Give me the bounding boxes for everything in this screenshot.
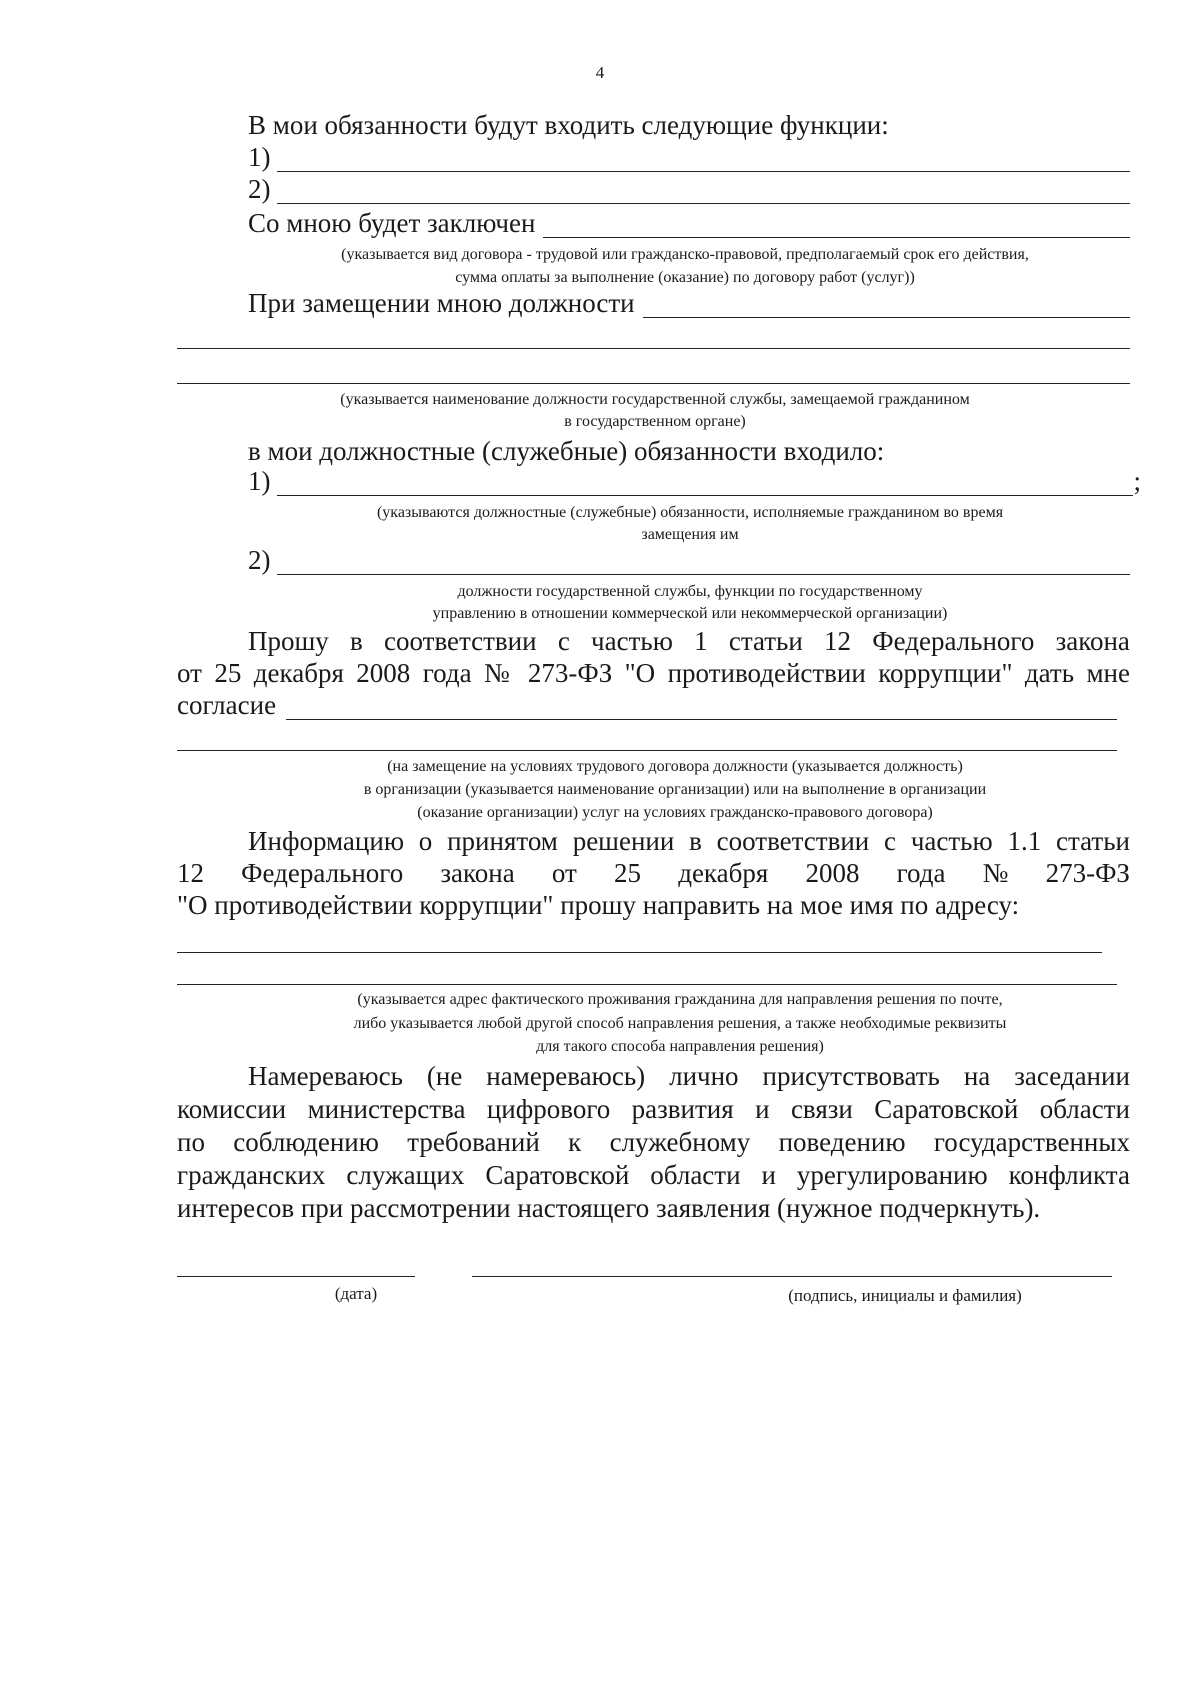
date-label: (дата) bbox=[334, 1284, 378, 1303]
info-line-2 bbox=[177, 858, 1130, 888]
consent-label: согласие bbox=[177, 690, 277, 720]
signature-label: (подпись, инициалы и фамилия) bbox=[788, 1286, 1022, 1305]
intent-word: соблюдению bbox=[233, 1127, 379, 1157]
address-line-1[interactable] bbox=[177, 952, 1102, 953]
duties-item-1 bbox=[248, 466, 1141, 496]
info-hint-2: либо указывается любой другой способ направления решения, а также необходимые реквизиты bbox=[353, 1015, 1007, 1032]
position-field[interactable] bbox=[643, 295, 1130, 318]
info-word: 273-ФЗ bbox=[1045, 858, 1130, 888]
functions-item-2 bbox=[248, 174, 1130, 204]
intent-word: связи bbox=[790, 1094, 853, 1124]
position-hint-1: (указывается наименование должности государственной службы, замещаемой гражданином bbox=[340, 391, 970, 408]
intent-word: лично bbox=[669, 1061, 739, 1091]
request-word: Прошу bbox=[248, 626, 329, 656]
intent-word: министерства bbox=[307, 1094, 466, 1124]
request-hint-1: (на замещение на условиях трудового договора должности (указывается должность) bbox=[387, 758, 963, 775]
info-word: декабря bbox=[678, 858, 769, 888]
request-line-2: от 25 декабря 2008 года № 273-ФЗ "О противодействии коррупции" дать мне bbox=[177, 658, 1130, 688]
info-word: 2008 bbox=[805, 858, 860, 888]
duties-item-1-field[interactable] bbox=[277, 473, 1134, 496]
request-hint-3: (оказание организации) услуг на условиях гражданско-правового договора) bbox=[417, 804, 933, 821]
info-word: от bbox=[551, 858, 577, 888]
page-number: 4 bbox=[595, 63, 605, 82]
intent-word: на bbox=[963, 1061, 991, 1091]
intent-word: области bbox=[1039, 1094, 1130, 1124]
info-word: № bbox=[982, 858, 1009, 888]
position-line-2[interactable] bbox=[177, 348, 1130, 349]
consent-field[interactable] bbox=[286, 697, 1117, 720]
duties-hint-4: управлению в отношении коммерческой или некоммерческой организации) bbox=[432, 605, 948, 622]
intent-word: служащих bbox=[346, 1160, 465, 1190]
duties-hint-2: замещения им bbox=[641, 526, 739, 543]
address-line-2[interactable] bbox=[177, 984, 1117, 985]
request-line-1 bbox=[248, 626, 1130, 656]
contract-label: Со мною будет заключен bbox=[248, 208, 536, 238]
intent-word: области bbox=[650, 1160, 741, 1190]
intent-word: и bbox=[761, 1160, 776, 1190]
position-label: При замещении мною должности bbox=[248, 288, 635, 318]
intent-word: по bbox=[177, 1127, 205, 1157]
position-row bbox=[248, 288, 1130, 318]
intent-word: и bbox=[755, 1094, 770, 1124]
request-word: Федерального bbox=[872, 626, 1035, 656]
functions-item-1-label: 1) bbox=[248, 142, 271, 172]
intent-word: (не bbox=[426, 1061, 463, 1091]
intent-word: служебному bbox=[609, 1127, 751, 1157]
intent-word: заседании bbox=[1014, 1061, 1130, 1091]
date-line[interactable] bbox=[177, 1276, 415, 1277]
info-word: Федерального bbox=[241, 858, 404, 888]
request-word: частью bbox=[591, 626, 673, 656]
intent-word: Намереваюсь bbox=[248, 1061, 403, 1091]
intent-word: конфликта bbox=[1008, 1160, 1130, 1190]
intent-word: развития bbox=[631, 1094, 734, 1124]
consent-line-2[interactable] bbox=[177, 750, 1117, 751]
intent-word: гражданских bbox=[177, 1160, 326, 1190]
functions-item-2-label: 2) bbox=[248, 174, 271, 204]
intent-line-1 bbox=[248, 1061, 1130, 1091]
request-word: соответствии bbox=[384, 626, 537, 656]
intent-word: Саратовской bbox=[485, 1160, 630, 1190]
position-hint-2: в государственном органе) bbox=[564, 413, 746, 430]
position-line-3[interactable] bbox=[177, 383, 1130, 384]
request-word: статьи bbox=[728, 626, 803, 656]
functions-intro: В мои обязанности будут входить следующие функции: bbox=[248, 110, 889, 140]
info-line-3: "О противодействии коррупции" прошу направить на мое имя по адресу: bbox=[177, 890, 1020, 920]
contract-field[interactable] bbox=[543, 215, 1130, 238]
contract-hint-2: сумма оплаты за выполнение (оказание) по договору работ (услуг)) bbox=[455, 269, 915, 286]
request-hint-2: в организации (указывается наименование организации) или на выполнение в организации bbox=[363, 781, 987, 798]
intent-word: цифрового bbox=[486, 1094, 611, 1124]
duties-item-2 bbox=[248, 545, 1130, 575]
intent-word: комиссии bbox=[177, 1094, 287, 1124]
request-line-3 bbox=[177, 690, 1117, 720]
duties-semicolon: ; bbox=[1133, 466, 1141, 496]
functions-item-2-field[interactable] bbox=[277, 181, 1131, 204]
contract-row bbox=[248, 208, 1130, 238]
intent-word: урегулированию bbox=[796, 1160, 988, 1190]
functions-item-1 bbox=[248, 142, 1130, 172]
intent-word: государственных bbox=[933, 1127, 1130, 1157]
intent-line-3 bbox=[177, 1127, 1130, 1157]
functions-item-1-field[interactable] bbox=[277, 149, 1131, 172]
duties-item-2-field[interactable] bbox=[277, 552, 1131, 575]
info-line-1: Информацию о принятом решении в соответствии с частью 1.1 статьи bbox=[248, 826, 1130, 856]
intent-word: поведению bbox=[778, 1127, 906, 1157]
info-word: 12 bbox=[177, 858, 204, 888]
request-word: закона bbox=[1055, 626, 1130, 656]
intent-word: требований bbox=[407, 1127, 540, 1157]
request-word: 1 bbox=[694, 626, 708, 656]
intent-line-2 bbox=[177, 1094, 1130, 1124]
request-word: в bbox=[350, 626, 363, 656]
info-word: 25 bbox=[614, 858, 642, 888]
contract-hint-1: (указывается вид договора - трудовой или гражданско-правовой, предполагаемый срок его действия, bbox=[341, 246, 1029, 263]
intent-line-5: интересов при рассмотрении настоящего заявления (нужное подчеркнуть). bbox=[177, 1193, 1041, 1223]
intent-line-4 bbox=[177, 1160, 1130, 1190]
intent-word: Саратовской bbox=[874, 1094, 1019, 1124]
info-word: года bbox=[896, 858, 946, 888]
request-word: 12 bbox=[824, 626, 852, 656]
signature-line[interactable] bbox=[472, 1276, 1112, 1277]
intent-word: к bbox=[568, 1127, 582, 1157]
duties-item-2-label: 2) bbox=[248, 545, 271, 575]
duties-intro: в мои должностные (служебные) обязанности входило: bbox=[248, 436, 885, 466]
duties-hint-3: должности государственной службы, функции по государственному bbox=[457, 583, 923, 600]
intent-word: намереваюсь) bbox=[486, 1061, 646, 1091]
info-hint-1: (указывается адрес фактического проживания гражданина для направления решения по почте, bbox=[357, 991, 1003, 1008]
duties-item-1-label: 1) bbox=[248, 466, 271, 496]
duties-hint-1: (указываются должностные (служебные) обязанности, исполняемые гражданином во время bbox=[376, 504, 1004, 521]
info-word: закона bbox=[440, 858, 515, 888]
request-word: с bbox=[557, 626, 570, 656]
intent-word: присутствовать bbox=[762, 1061, 940, 1091]
info-hint-3: для такого способа направления решения) bbox=[536, 1038, 824, 1055]
